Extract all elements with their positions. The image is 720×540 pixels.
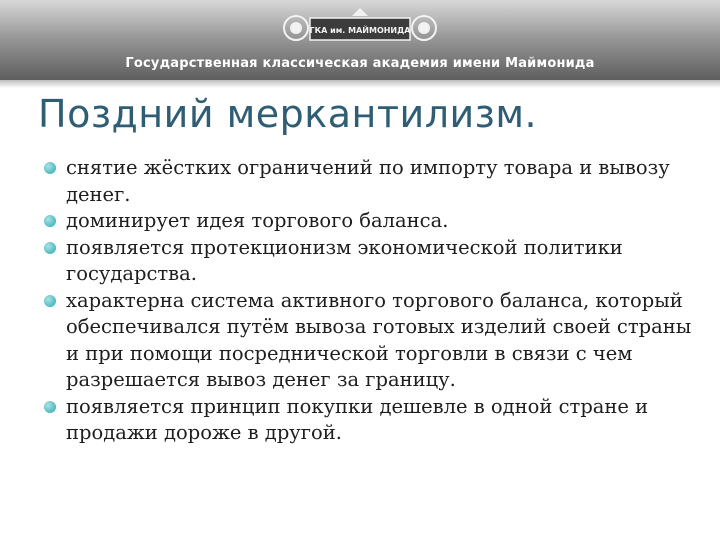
bullet-item (44, 288, 694, 394)
bullet-list (44, 155, 694, 447)
slide-title: Поздний меркантилизм. (38, 92, 538, 136)
bullet-text: снятие жёстких ограничений по импорту товара и вывозу денег. (66, 156, 670, 206)
bullet-dot-icon (44, 401, 56, 413)
bullet-item (44, 208, 694, 235)
bullet-text: появляется протекционизм экономической политики государства. (66, 235, 623, 285)
bullet-dot-icon (44, 215, 56, 227)
bullet-dot-icon (44, 162, 56, 174)
bullet-item (44, 394, 694, 447)
bullet-text: доминирует идея торгового баланса. (66, 209, 449, 232)
bullet-item (44, 235, 694, 288)
bullet-dot-icon (44, 242, 56, 254)
bullet-text: характерна система активного торгового баланса, который обеспечивался путём вывоза готовых изделий своей страны и при помощи посреднической торговли в связи с чем разрешается вывоз денег за границу. (66, 288, 692, 391)
header-banner (0, 0, 720, 80)
banner-shadow (0, 80, 720, 88)
academy-emblem-logo (282, 6, 438, 46)
bullet-dot-icon (44, 295, 56, 307)
bullet-item (44, 155, 694, 208)
academy-name: Государственная классическая академия имени Маймонида (125, 56, 595, 71)
bullet-text: появляется принцип покупки дешевле в одной стране и продажи дороже в другой. (66, 394, 649, 444)
emblem-text: ГКА им. МАЙМОНИДА (309, 26, 411, 35)
